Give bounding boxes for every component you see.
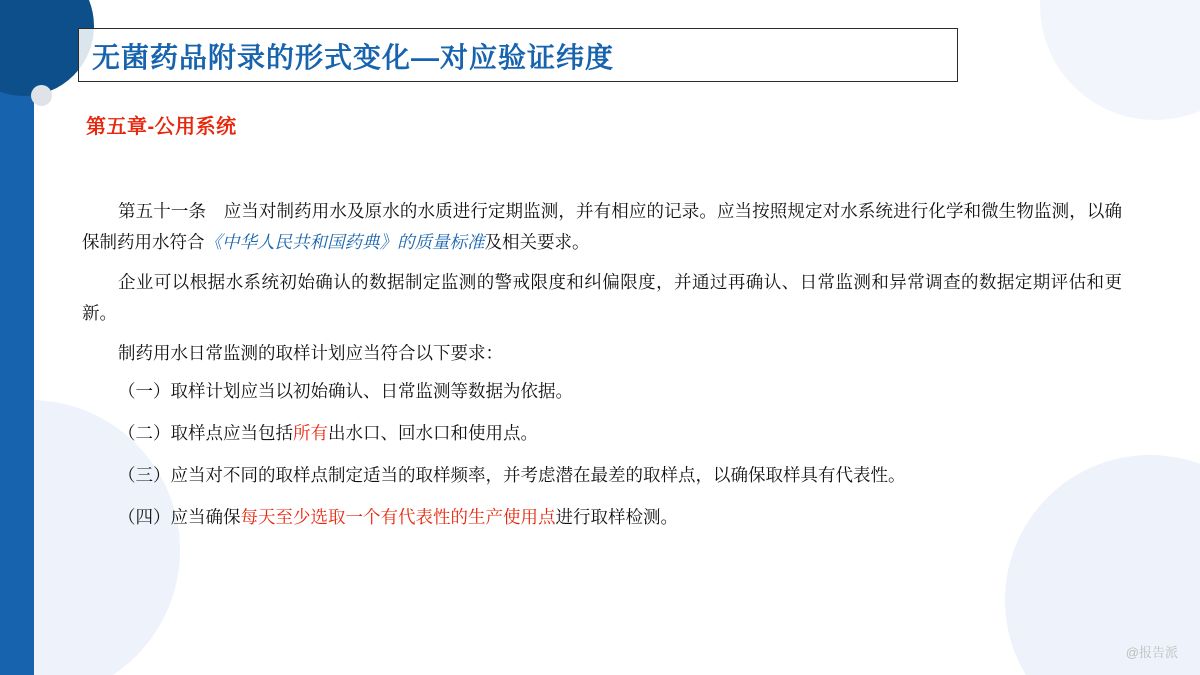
list-item-3 <box>82 460 1122 491</box>
paragraph-run: 第五十一条 应当对制药用水及原水的水质进行定期监测，并有相应的记录。应当按照规定对水系统进行化学和微生物监测，以确保制药用水符合 <box>82 201 1122 252</box>
paragraph-run: 企业可以根据水系统初始确认的数据制定监测的警戒限度和纠偏限度，并通过再确认、日常监测和异常调查的数据定期评估和更新。 <box>82 272 1122 323</box>
decorative-left-bar <box>0 0 34 675</box>
paragraph-run-emphasis: 《中华人民共和国药典》的质量标准 <box>204 232 485 252</box>
page-title: 无菌药品附录的形式变化—对应验证纬度 <box>92 42 615 73</box>
list-item-run: 进行取样检测。 <box>555 507 678 527</box>
list-item-run-highlight: 所有 <box>293 423 328 443</box>
slide-body <box>82 196 1122 544</box>
list-item-run: （二）取样点应当包括 <box>118 423 293 443</box>
chapter-label: 第五章-公用系统 <box>86 116 237 138</box>
list-item-2 <box>82 418 1122 449</box>
paragraph-sampling-plan-intro <box>82 338 1122 369</box>
list-item-1 <box>82 376 1122 407</box>
paragraph-enterprise-limits <box>82 267 1122 329</box>
watermark-label: @报告派 <box>1125 645 1178 660</box>
paragraph-run: 及相关要求。 <box>484 232 590 252</box>
list-item-run-highlight: 每天至少选取一个有代表性的生产使用点 <box>240 507 556 527</box>
paragraph-article-51 <box>82 196 1122 258</box>
decorative-circle-top-right <box>1040 0 1200 120</box>
list-item-run: （一）取样计划应当以初始确认、日常监测等数据为依据。 <box>118 381 573 401</box>
decorative-dot-grey <box>31 85 52 106</box>
list-item-run: 出水口、回水口和使用点。 <box>328 423 538 443</box>
list-item-run: （四）应当确保 <box>118 507 241 527</box>
list-item-4 <box>82 502 1122 533</box>
list-item-run: （三）应当对不同的取样点制定适当的取样频率，并考虑潜在最差的取样点，以确保取样具有代表性。 <box>118 465 906 485</box>
paragraph-run: 制药用水日常监测的取样计划应当符合以下要求： <box>118 343 503 363</box>
